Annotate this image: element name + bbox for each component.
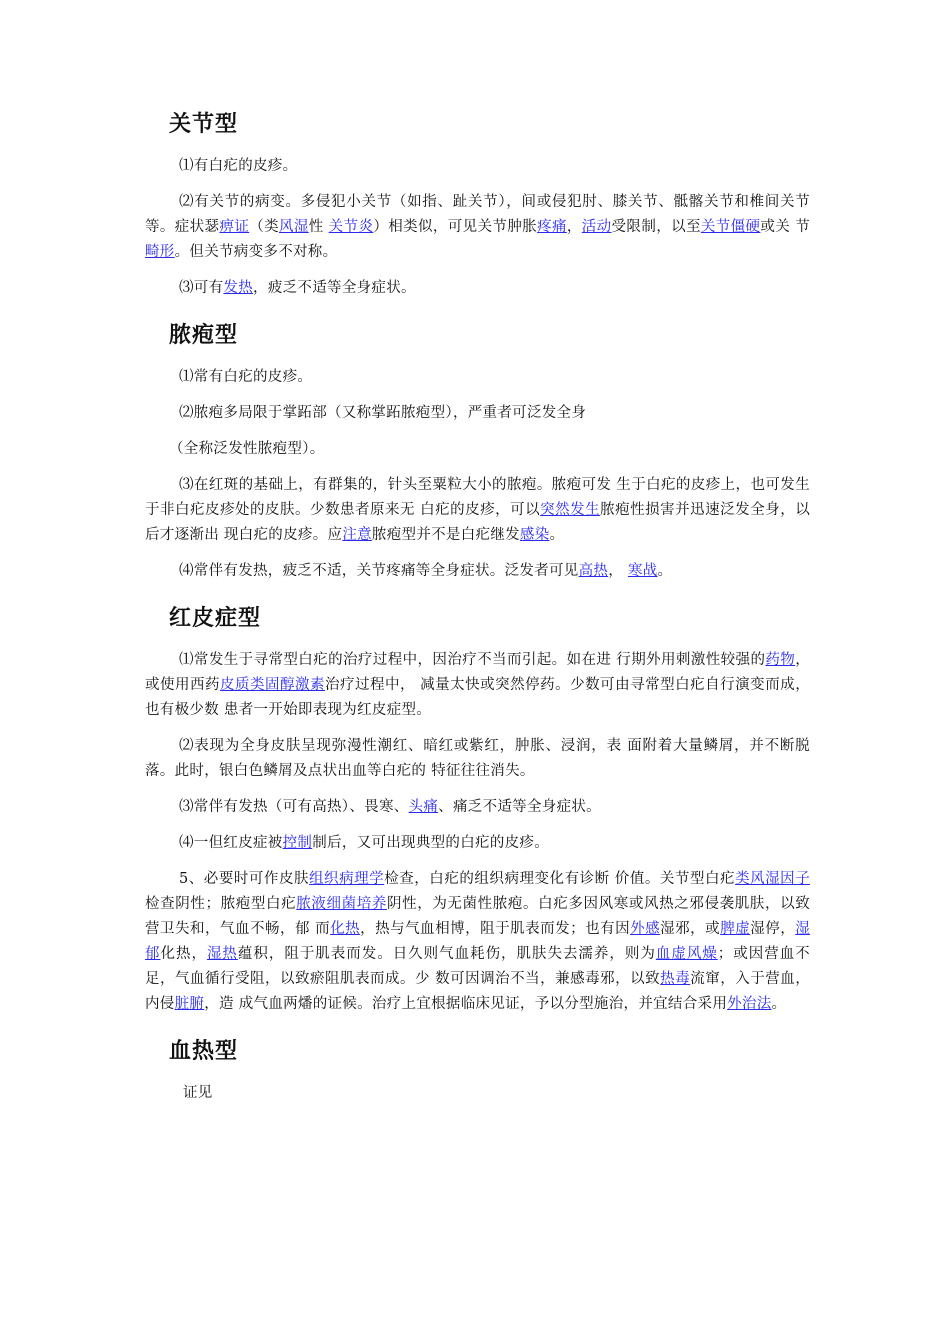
erythro-item-2: ⑵表现为全身皮肤呈现弥漫性潮红、暗红或紫红，肿胀、浸润，表 面附着大量鳞屑，并不断脱落。此时，银白色鳞屑及点状出血等白疕的 特征往往消失。 <box>145 738 810 779</box>
pustular-item-4: ⑷常伴有发热，疲乏不适，关节疼痛等全身症状。泛发者可见高热， 寒战。 <box>179 563 673 579</box>
pustular-item-2: ⑵脓疱多局限于掌跖部（又称掌跖脓疱型），严重者可泛发全身 <box>179 405 587 421</box>
link-fare[interactable]: 发热 <box>223 280 254 296</box>
link-huodong[interactable]: 活动 <box>581 219 612 235</box>
link-zangfu[interactable]: 脏腑 <box>174 996 205 1012</box>
heading-erythrodermic-type: 红皮症型 <box>169 606 262 631</box>
link-fengshi[interactable]: 风湿 <box>279 219 309 235</box>
link-guanjieyan[interactable]: 关节炎 <box>328 219 374 235</box>
link-pizhi-leiguchun-jisu[interactable]: 皮质类固醇激素 <box>220 677 326 693</box>
link-zhuyi[interactable]: 注意 <box>342 527 372 543</box>
erythro-item-4: ⑷一但红皮症被控制制后，又可出现典型的白疕的皮疹。 <box>179 835 550 851</box>
erythro-item-5: 5、必要时可作皮肤组织病理学检查，白疕的组织病理变化有诊断 价值。关节型白疕类风湿因子检查阴性；脓疱型白疕脓液细菌培养阴性，为无菌性脓疱。白疕多因风寒或风热之邪侵袭肌肤，以致营卫失和，气血不畅，郁 而化热，热与气血相博，阻于肌表而发；也有因外感湿邪，或脾虚湿停，湿郁化热，湿热蕴积，阻于肌表而发。日久则气血耗伤，肌肤失去濡养，则为血虚风燥；或因营血不足，气血循行受阻，以致瘀阻肌表而成。少 数可因调治不当，兼感毒邪，以致热毒流窜，入于营血，内侵脏腑，造 成气血两燔的证候。治疗上宜根据临床见证，予以分型施治，并宜结合采用外治法。 <box>145 871 811 1012</box>
link-xuexu-fengzao[interactable]: 血虚风燥 <box>655 946 718 962</box>
joint-item-2: ⑵有关节的病变。多侵犯小关节（如指、趾关节），间或侵犯肘、膝关节、骶髂关节和椎间关节等。症状瑟痹证（类风湿性 关节炎）相类似，可见关节肿胀疼痛，活动受限制，以至关节僵硬或关 节畸形。但关节病变多不对称。 <box>145 194 810 260</box>
pustular-item-2-cont: （全称泛发性脓疱型）。 <box>169 441 325 457</box>
link-kongzhi[interactable]: 控制 <box>282 835 313 851</box>
link-guanjie-jiangying[interactable]: 关节僵硬 <box>700 219 761 235</box>
link-redu[interactable]: 热毒 <box>660 971 691 987</box>
link-lei-fengshi-yinzi[interactable]: 类风湿因子 <box>735 871 811 887</box>
link-waigan[interactable]: 外感 <box>630 921 661 937</box>
heading-pustular-type: 脓疱型 <box>169 323 239 348</box>
link-waizhifa[interactable]: 外治法 <box>727 996 772 1012</box>
link-tengtong[interactable]: 疼痛 <box>537 219 567 235</box>
link-toutong[interactable]: 头痛 <box>408 799 439 815</box>
document-page <box>145 110 810 1106</box>
heading-joint-type: 关节型 <box>169 112 239 137</box>
pustular-item-3: ⑶在红斑的基础上，有群集的，针头至粟粒大小的脓疱。脓疱可发 生于白疕的皮疹上，也可发生于非白疕皮疹处的皮肤。少数患者原来无 白疕的皮疹，可以突然发生脓疱性损害并迅速泛发全身，以后才逐渐出 现白疕的皮疹。应注意脓疱型并不是白疕继发感染。 <box>145 477 810 543</box>
joint-item-1: ⑴有白疕的皮疹。 <box>179 158 298 174</box>
link-huare[interactable]: 化热 <box>330 921 361 937</box>
joint-item-3: ⑶可有发热，疲乏不适等全身症状。 <box>179 280 416 296</box>
link-zuzhi-binglixue[interactable]: 组织病理学 <box>309 871 385 887</box>
erythro-item-1: ⑴常发生于寻常型白疕的治疗过程中，因治疗不当而引起。如在进 行期外用刺激性较强的药物，或使用西药皮质类固醇激素治疗过程中， 减量太快或突然停药。少数可由寻常型白疕自行演变而成，也有极少数 患者一开始即表现为红皮症型。 <box>145 652 811 718</box>
link-pixu[interactable]: 脾虚 <box>720 921 751 937</box>
bloodheat-item-1: 证见 <box>183 1085 213 1101</box>
link-bizheng[interactable]: 痹证 <box>219 219 250 235</box>
link-yaowu[interactable]: 药物 <box>765 652 796 668</box>
link-gaore[interactable]: 高热 <box>578 563 609 579</box>
link-shire[interactable]: 湿热 <box>206 946 238 962</box>
link-hanzhan[interactable]: 寒战 <box>627 563 658 579</box>
link-turan-fasheng[interactable]: 突然发生 <box>540 502 601 518</box>
link-nongye-xijun-peiyang[interactable]: 脓液细菌培养 <box>296 896 387 912</box>
erythro-item-3: ⑶常伴有发热（可有高热）、畏寒、头痛、痛乏不适等全身症状。 <box>179 799 601 815</box>
pustular-item-1: ⑴常有白疕的皮疹。 <box>179 369 313 385</box>
heading-blood-heat-type: 血热型 <box>169 1039 239 1064</box>
link-shiyu[interactable]: 湿郁 <box>145 921 811 962</box>
link-jixing[interactable]: 畸形 <box>145 244 175 260</box>
link-ganran[interactable]: 感染 <box>519 527 550 543</box>
